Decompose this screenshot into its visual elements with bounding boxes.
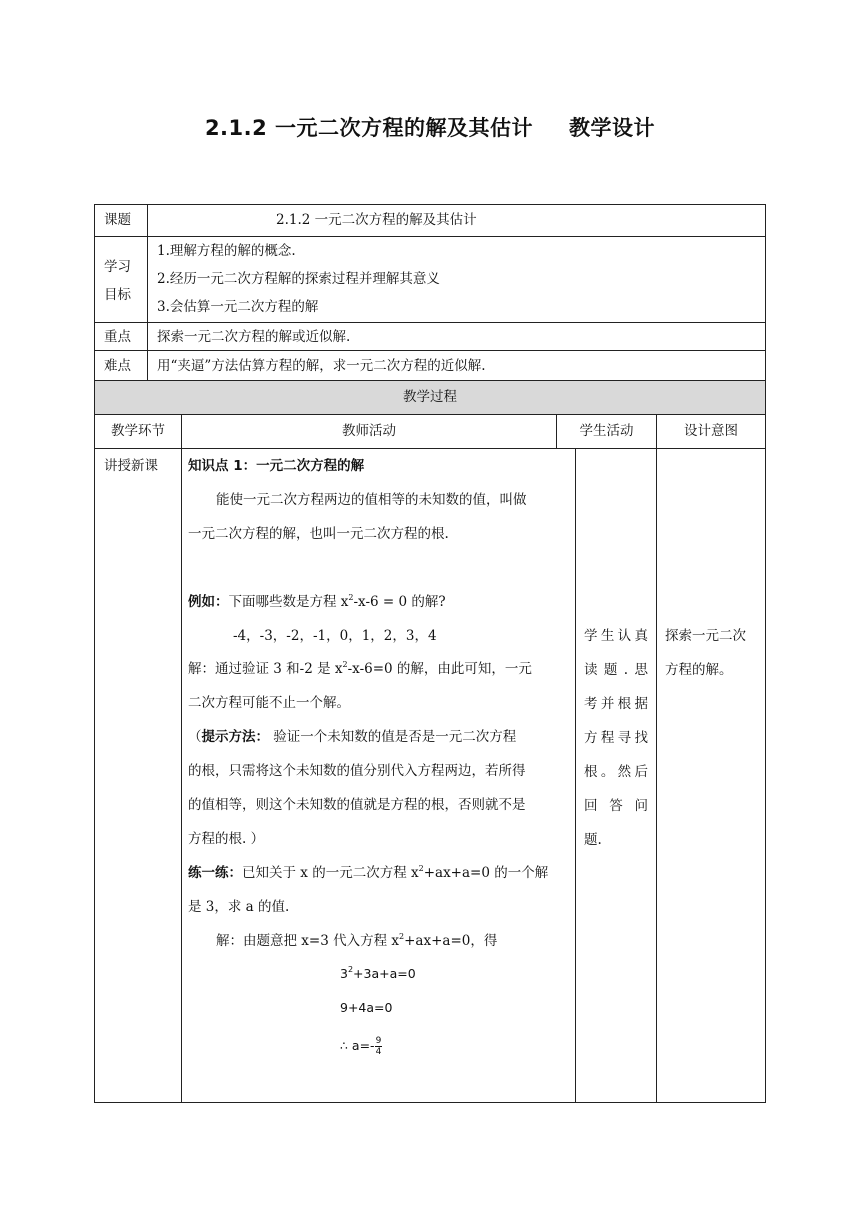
- student-line: 读题.思: [584, 662, 648, 678]
- knowledge-point-title: 知识点 1：一元二次方程的解: [188, 458, 365, 474]
- difficulty-value: 用“夹逼”方法估算方程的解，求一元二次方程的近似解.: [157, 358, 486, 374]
- tip-open: （: [188, 729, 202, 745]
- fraction: [375, 1036, 383, 1057]
- definition-line-1: 能使一元二次方程两边的值相等的未知数的值，叫做: [216, 492, 527, 508]
- goal-item: 2.经历一元二次方程解的探索过程并理解其意义: [157, 271, 440, 287]
- row-divider: [94, 350, 766, 351]
- student-line: 题.: [584, 832, 602, 848]
- col-header-stage: 教学环节: [111, 423, 165, 439]
- row-divider: [94, 448, 766, 449]
- fraction-denominator: 4: [375, 1047, 382, 1057]
- page-title: [0, 112, 860, 142]
- goal-item: 1.理解方程的解的概念.: [157, 243, 296, 259]
- practice-line-2: 是 3，求 a 的值.: [188, 899, 290, 915]
- step1-pre: 3: [340, 966, 348, 981]
- title-main: 2.1.2 一元二次方程的解及其估计: [204, 116, 534, 140]
- example-q-pre: 下面哪些数是方程 x: [228, 594, 349, 610]
- row-divider: [94, 236, 766, 237]
- col-header-teacher: 教师活动: [342, 423, 396, 439]
- step-1: [340, 964, 540, 984]
- example-q-post: -x-6 = 0 的解?: [353, 594, 446, 610]
- tip-line-1: [188, 727, 573, 747]
- fraction-numerator: 9: [375, 1036, 382, 1046]
- col-divider: [181, 448, 182, 1103]
- answer-line: [216, 931, 601, 951]
- example-label: 例如：: [188, 594, 229, 610]
- title-suffix: 教学设计: [569, 116, 656, 140]
- student-line: 考并根据: [584, 696, 648, 712]
- solution-line-1: [188, 659, 573, 679]
- practice-sup: 2: [418, 864, 424, 873]
- key-value: 探索一元二次方程的解或近似解.: [157, 329, 351, 345]
- step-3: [340, 1036, 540, 1057]
- student-line: 根。然后: [584, 764, 648, 780]
- example-q-sup: 2: [348, 593, 354, 602]
- tip-label: 提示方法：: [201, 729, 269, 745]
- example-question: [188, 592, 573, 612]
- row-divider: [94, 380, 766, 381]
- step-2: 9+4a=0: [340, 1000, 393, 1015]
- solution-line-2: 二次方程可能不止一个解。: [188, 695, 350, 711]
- practice-post: +ax+a=0 的一个解: [423, 865, 549, 881]
- col-header-intent: 设计意图: [684, 423, 738, 439]
- row-divider: [94, 414, 766, 415]
- col-divider: [656, 448, 657, 1103]
- process-header: 教学过程: [403, 389, 457, 405]
- topic-value: 2.1.2 一元二次方程的解及其估计: [276, 212, 477, 228]
- row-divider: [94, 322, 766, 323]
- goals-label-2: 目标: [104, 287, 131, 303]
- practice-label: 练一练：: [188, 865, 242, 881]
- col-divider: [147, 204, 148, 380]
- topic-label: 课题: [104, 212, 131, 228]
- answer-pre: 解：由题意把 x=3 代入方程 x: [216, 933, 400, 949]
- col-divider: [575, 448, 576, 1103]
- answer-post: +ax+a=0，得: [404, 933, 498, 949]
- col-header-student: 学生活动: [579, 423, 634, 439]
- practice-line-1: [188, 863, 573, 883]
- tip-line-2: 的根，只需将这个未知数的值分别代入方程两边，若所得: [188, 763, 526, 779]
- step1-sup: 2: [347, 965, 354, 974]
- answer-sup: 2: [399, 932, 405, 941]
- solution-post: -x-6=0 的解，由此可知，一元: [347, 661, 532, 677]
- student-line: 方程寻找: [584, 730, 648, 746]
- intent-line: 方程的解。: [665, 662, 733, 678]
- solution-sup: 2: [342, 660, 348, 669]
- step3-pre: ∴ a=-: [340, 1038, 375, 1053]
- key-label: 重点: [104, 329, 131, 345]
- step1-post: +3a+a=0: [353, 966, 416, 981]
- solution-pre: 解：通过验证 3 和-2 是 x: [188, 661, 343, 677]
- goal-item: 3.会估算一元二次方程的解: [157, 299, 319, 315]
- stage-label: 讲授新课: [104, 458, 158, 474]
- tip-line-4: 方程的根. ）: [188, 831, 265, 847]
- student-line: 回 答 问: [584, 798, 648, 814]
- tip-text-1: 验证一个未知数的值是否是一元二次方程: [269, 729, 517, 745]
- candidate-values: -4，-3，-2，-1，0，1，2，3，4: [233, 628, 437, 644]
- tip-line-3: 的值相等，则这个未知数的值就是方程的根，否则就不是: [188, 797, 526, 813]
- practice-pre: 已知关于 x 的一元二次方程 x: [242, 865, 419, 881]
- intent-line: 探索一元二次: [665, 628, 746, 644]
- difficulty-label: 难点: [104, 358, 131, 374]
- goals-label-1: 学习: [104, 259, 131, 275]
- student-line: 学生认真: [584, 628, 648, 644]
- definition-line-2: 一元二次方程的解，也叫一元二次方程的根.: [188, 526, 449, 542]
